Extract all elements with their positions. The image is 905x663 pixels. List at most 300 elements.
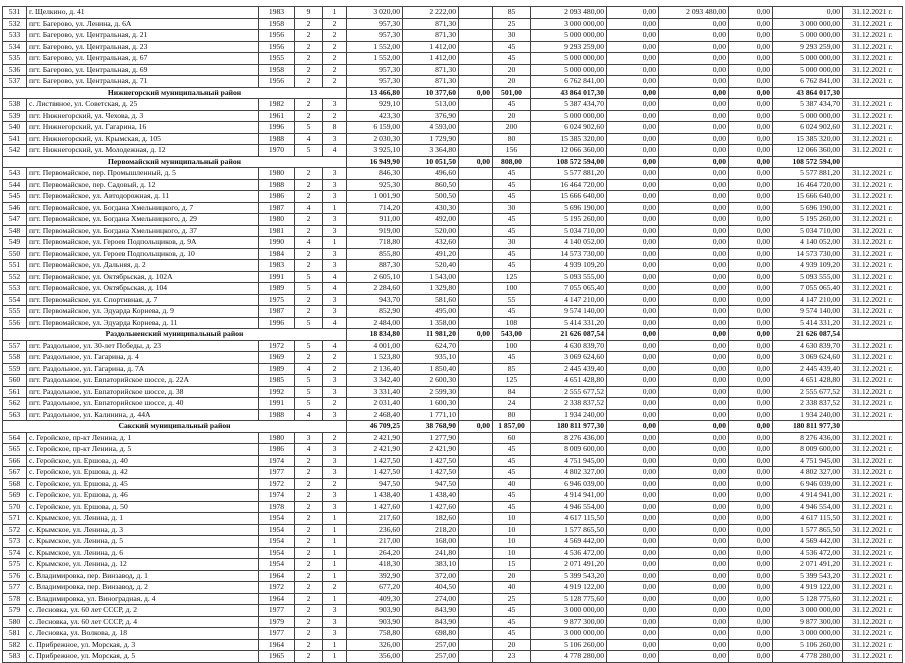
address-cell: с. Прибрежное, ул. Морская, д. 3 <box>27 639 259 651</box>
fund-4-subtotal: 21 626 087,54 <box>773 329 843 341</box>
floors-cell: 5 <box>295 283 323 295</box>
year-built-cell: 1954 <box>259 524 295 536</box>
row-number-cell: 565 <box>3 444 27 456</box>
fund-2-cell: 0,00 <box>659 593 729 605</box>
fund-3-cell: 0,00 <box>729 375 773 387</box>
residents-cell: 45 <box>493 501 531 513</box>
total-area-subtotal: 16 949,90 <box>347 156 403 168</box>
address-cell: пгт. Нижнегорский, ул. Молодежная, д. 12 <box>27 145 259 157</box>
deadline-cell: 31.12.2021 г. <box>843 444 903 456</box>
year-built-cell: 1956 <box>259 76 295 88</box>
row-number-cell: 544 <box>3 179 27 191</box>
fund-1-cell: 0,00 <box>607 248 659 260</box>
residents-cell: 25 <box>493 593 531 605</box>
year-built-cell: 1989 <box>259 363 295 375</box>
public-area-cell <box>459 455 493 467</box>
residents-cell: 80 <box>493 133 531 145</box>
public-area-cell <box>459 478 493 490</box>
address-cell: с. Владимировка, пер. Винзавод, д. 2 <box>27 582 259 594</box>
year-built-cell: 1979 <box>259 616 295 628</box>
public-area-cell <box>459 306 493 318</box>
total-cost-cell: 2 555 677,52 <box>531 386 607 398</box>
fund-1-cell: 0,00 <box>607 122 659 134</box>
deadline-cell: 31.12.2021 г. <box>843 582 903 594</box>
fund-2-cell: 0,00 <box>659 352 729 364</box>
fund-2-cell: 0,00 <box>659 501 729 513</box>
fund-4-cell: 4 914 941,00 <box>773 490 843 502</box>
living-area-cell: 1 427,60 <box>403 501 459 513</box>
public-area-cell <box>459 110 493 122</box>
fund-3-cell: 0,00 <box>729 283 773 295</box>
fund-4-cell: 1 577 865,50 <box>773 524 843 536</box>
fund-2-cell: 0,00 <box>659 191 729 203</box>
fund-3-cell: 0,00 <box>729 536 773 548</box>
fund-3-cell: 0,00 <box>729 168 773 180</box>
fund-4-cell: 12 066 360,00 <box>773 145 843 157</box>
fund-1-cell: 0,00 <box>607 398 659 410</box>
deadline-cell: 31.12.2021 г. <box>843 133 903 145</box>
fund-2-cell: 0,00 <box>659 133 729 145</box>
residents-cell: 23 <box>493 651 531 663</box>
total-area-cell: 957,30 <box>347 64 403 76</box>
residents-cell: 45 <box>493 260 531 272</box>
residents-cell: 45 <box>493 628 531 640</box>
fund-3-cell: 0,00 <box>729 570 773 582</box>
address-cell: пгт. Первомайское, ул. Героев Подпольщиков, д. 9А <box>27 237 259 249</box>
year-built-cell: 1965 <box>259 651 295 663</box>
total-cost-cell: 6 024 902,60 <box>531 122 607 134</box>
total-area-cell: 855,80 <box>347 248 403 260</box>
entrances-cell: 3 <box>323 375 347 387</box>
living-area-cell: 257,00 <box>403 651 459 663</box>
residents-cell: 20 <box>493 76 531 88</box>
fund-4-cell: 6 946 039,00 <box>773 478 843 490</box>
table-row <box>3 363 903 375</box>
living-area-cell: 2 600,30 <box>403 375 459 387</box>
public-area-cell <box>459 179 493 191</box>
total-area-cell: 2 605,10 <box>347 271 403 283</box>
public-area-cell <box>459 616 493 628</box>
address-cell: с. Геройское, пр-кт Ленина, д. 5 <box>27 444 259 456</box>
district-title: Сакский муниципальный район <box>3 421 347 433</box>
year-built-cell: 1954 <box>259 547 295 559</box>
public-area-cell <box>459 294 493 306</box>
deadline-cell: 31.12.2021 г. <box>843 616 903 628</box>
floors-cell: 5 <box>295 340 323 352</box>
deadline-cell: 31.12.2021 г. <box>843 18 903 30</box>
deadline-cell: 31.12.2021 г. <box>843 53 903 65</box>
address-cell: с. Геройское, пр-кт Ленина, д. 1 <box>27 432 259 444</box>
address-cell: пгт. Раздольное, ул. Евпаторийское шоссе, д. 22А <box>27 375 259 387</box>
total-area-cell: 392,90 <box>347 570 403 582</box>
fund-4-cell: 1 934 240,00 <box>773 409 843 421</box>
table-row <box>3 651 903 663</box>
fund-4-cell: 4 651 428,80 <box>773 375 843 387</box>
total-area-cell: 3 331,40 <box>347 386 403 398</box>
fund-1-cell: 0,00 <box>607 455 659 467</box>
total-cost-cell: 4 140 052,00 <box>531 237 607 249</box>
fund-2-subtotal: 0,00 <box>659 421 729 433</box>
living-area-cell: 624,70 <box>403 340 459 352</box>
total-cost-cell: 5 577 881,20 <box>531 168 607 180</box>
floors-cell: 4 <box>295 444 323 456</box>
fund-2-cell: 0,00 <box>659 76 729 88</box>
total-area-cell: 2 421,90 <box>347 432 403 444</box>
public-area-cell <box>459 202 493 214</box>
public-area-cell <box>459 536 493 548</box>
fund-4-cell: 0,00 <box>773 7 843 19</box>
total-cost-cell: 5 696 190,00 <box>531 202 607 214</box>
row-number-cell: 552 <box>3 271 27 283</box>
fund-1-cell: 0,00 <box>607 628 659 640</box>
fund-1-cell: 0,00 <box>607 18 659 30</box>
residents-cell: 45 <box>493 248 531 260</box>
address-cell: пгт. Первомайское, ул. Дальняя, д. 2 <box>27 260 259 272</box>
public-area-cell <box>459 524 493 536</box>
fund-3-cell: 0,00 <box>729 547 773 559</box>
total-area-cell: 903,90 <box>347 616 403 628</box>
floors-cell: 4 <box>295 363 323 375</box>
year-built-cell: 1991 <box>259 271 295 283</box>
residents-cell: 45 <box>493 467 531 479</box>
residents-cell: 85 <box>493 363 531 375</box>
total-cost-cell: 3 000 000,00 <box>531 18 607 30</box>
district-subtotal-row <box>3 87 903 99</box>
floors-cell: 2 <box>295 260 323 272</box>
address-cell: с. Крымское, ул. Ленина, д. 5 <box>27 536 259 548</box>
table-row <box>3 225 903 237</box>
public-area-cell <box>459 283 493 295</box>
entrances-cell: 3 <box>323 616 347 628</box>
total-cost-cell: 5 000 000,00 <box>531 110 607 122</box>
entrances-cell: 3 <box>323 168 347 180</box>
fund-1-cell: 0,00 <box>607 467 659 479</box>
residents-cell: 60 <box>493 432 531 444</box>
fund-3-subtotal: 0,00 <box>729 421 773 433</box>
entrances-cell: 3 <box>323 133 347 145</box>
address-cell: с. Геройское, ул. Ершова, д. 40 <box>27 455 259 467</box>
total-cost-cell: 4 651 428,80 <box>531 375 607 387</box>
fund-3-cell: 0,00 <box>729 214 773 226</box>
district-subtotal-row <box>3 156 903 168</box>
total-cost-subtotal: 43 864 017,30 <box>531 87 607 99</box>
living-area-cell: 947,50 <box>403 478 459 490</box>
fund-3-cell: 0,00 <box>729 490 773 502</box>
table-row <box>3 340 903 352</box>
table-row <box>3 168 903 180</box>
total-area-cell: 929,10 <box>347 99 403 111</box>
total-cost-cell: 4 569 442,00 <box>531 536 607 548</box>
fund-1-cell: 0,00 <box>607 375 659 387</box>
entrances-cell: 1 <box>323 524 347 536</box>
living-area-cell: 404,50 <box>403 582 459 594</box>
floors-cell: 2 <box>295 593 323 605</box>
living-area-cell: 3 364,80 <box>403 145 459 157</box>
residents-cell: 45 <box>493 168 531 180</box>
table-row <box>3 616 903 628</box>
total-area-cell: 2 031,40 <box>347 398 403 410</box>
fund-4-cell: 4 946 554,00 <box>773 501 843 513</box>
table-row <box>3 202 903 214</box>
table-row <box>3 18 903 30</box>
fund-3-cell: 0,00 <box>729 248 773 260</box>
floors-cell: 2 <box>295 570 323 582</box>
living-area-cell: 871,30 <box>403 30 459 42</box>
year-built-cell: 1980 <box>259 432 295 444</box>
entrances-cell: 2 <box>323 18 347 30</box>
residents-cell: 85 <box>493 7 531 19</box>
fund-4-cell: 5 387 434,70 <box>773 99 843 111</box>
residents-cell: 108 <box>493 317 531 329</box>
entrances-cell: 2 <box>323 53 347 65</box>
residents-cell: 45 <box>493 444 531 456</box>
fund-3-cell: 0,00 <box>729 616 773 628</box>
table-row <box>3 294 903 306</box>
fund-2-subtotal: 0,00 <box>659 329 729 341</box>
fund-3-cell: 0,00 <box>729 145 773 157</box>
residents-cell: 24 <box>493 398 531 410</box>
residents-cell: 55 <box>493 294 531 306</box>
fund-1-cell: 0,00 <box>607 478 659 490</box>
table-row <box>3 283 903 295</box>
fund-1-cell: 0,00 <box>607 283 659 295</box>
living-area-cell: 1 543,00 <box>403 271 459 283</box>
total-area-subtotal: 46 709,25 <box>347 421 403 433</box>
fund-1-cell: 0,00 <box>607 536 659 548</box>
total-cost-cell: 5 414 331,20 <box>531 317 607 329</box>
deadline-cell: 31.12.2021 г. <box>843 455 903 467</box>
residents-cell: 45 <box>493 352 531 364</box>
living-area-cell: 1 427,50 <box>403 455 459 467</box>
table-row <box>3 501 903 513</box>
table-row <box>3 582 903 594</box>
fund-1-cell: 0,00 <box>607 306 659 318</box>
total-cost-cell: 4 536 472,00 <box>531 547 607 559</box>
fund-3-cell: 0,00 <box>729 363 773 375</box>
row-number-cell: 578 <box>3 593 27 605</box>
year-built-cell: 1972 <box>259 340 295 352</box>
fund-2-subtotal: 0,00 <box>659 156 729 168</box>
fund-2-cell: 0,00 <box>659 513 729 525</box>
fund-2-cell: 0,00 <box>659 651 729 663</box>
row-number-cell: 537 <box>3 76 27 88</box>
year-built-cell: 1964 <box>259 639 295 651</box>
year-built-cell: 1977 <box>259 628 295 640</box>
year-built-cell: 1954 <box>259 513 295 525</box>
living-area-cell: 495,00 <box>403 306 459 318</box>
living-area-cell: 1 850,40 <box>403 363 459 375</box>
year-built-cell: 1972 <box>259 582 295 594</box>
total-cost-cell: 4 914 941,00 <box>531 490 607 502</box>
year-built-cell: 1989 <box>259 283 295 295</box>
table-row <box>3 110 903 122</box>
fund-3-subtotal: 0,00 <box>729 329 773 341</box>
living-area-cell: 182,60 <box>403 513 459 525</box>
table-row <box>3 467 903 479</box>
total-area-cell: 6 159,00 <box>347 122 403 134</box>
fund-2-cell: 0,00 <box>659 99 729 111</box>
living-area-cell: 1 438,40 <box>403 490 459 502</box>
fund-1-cell: 0,00 <box>607 110 659 122</box>
deadline-cell: 31.12.2021 г. <box>843 168 903 180</box>
total-cost-cell: 8 276 436,00 <box>531 432 607 444</box>
fund-4-cell: 7 055 065,40 <box>773 283 843 295</box>
total-area-cell: 957,30 <box>347 30 403 42</box>
residents-cell: 45 <box>493 455 531 467</box>
total-area-cell: 957,30 <box>347 76 403 88</box>
fund-2-cell: 0,00 <box>659 467 729 479</box>
fund-2-cell: 0,00 <box>659 536 729 548</box>
address-cell: пгт. Первомайское, ул. Эдуарда Корнева, д. 9 <box>27 306 259 318</box>
fund-1-cell: 0,00 <box>607 363 659 375</box>
fund-4-cell: 5 696 190,00 <box>773 202 843 214</box>
total-area-cell: 4 001,00 <box>347 340 403 352</box>
table-row <box>3 398 903 410</box>
public-area-cell <box>459 639 493 651</box>
total-area-cell: 1 427,50 <box>347 455 403 467</box>
fund-1-cell: 0,00 <box>607 340 659 352</box>
residents-cell: 45 <box>493 605 531 617</box>
row-number-cell: 557 <box>3 340 27 352</box>
fund-1-cell: 0,00 <box>607 64 659 76</box>
total-area-cell: 846,30 <box>347 168 403 180</box>
residents-cell: 10 <box>493 536 531 548</box>
year-built-cell: 1987 <box>259 306 295 318</box>
fund-2-cell: 0,00 <box>659 122 729 134</box>
floors-cell: 2 <box>295 628 323 640</box>
entrances-cell: 1 <box>323 547 347 559</box>
fund-3-cell: 0,00 <box>729 294 773 306</box>
row-number-cell: 550 <box>3 248 27 260</box>
fund-4-cell: 5 128 775,60 <box>773 593 843 605</box>
row-number-cell: 570 <box>3 501 27 513</box>
fund-1-cell: 0,00 <box>607 386 659 398</box>
deadline-cell: 31.12.2021 г. <box>843 363 903 375</box>
residents-cell: 20 <box>493 639 531 651</box>
fund-3-cell: 0,00 <box>729 340 773 352</box>
year-built-cell: 1961 <box>259 110 295 122</box>
deadline-cell: 31.12.2021 г. <box>843 478 903 490</box>
empty-cell <box>843 421 903 433</box>
row-number-cell: 571 <box>3 513 27 525</box>
total-cost-cell: 5 000 000,00 <box>531 64 607 76</box>
fund-3-cell: 0,00 <box>729 605 773 617</box>
public-area-cell <box>459 651 493 663</box>
fund-1-cell: 0,00 <box>607 179 659 191</box>
row-number-cell: 555 <box>3 306 27 318</box>
living-area-cell: 871,30 <box>403 18 459 30</box>
year-built-cell: 1980 <box>259 168 295 180</box>
year-built-cell: 1954 <box>259 559 295 571</box>
floors-cell: 5 <box>295 375 323 387</box>
entrances-cell: 3 <box>323 628 347 640</box>
entrances-cell: 3 <box>323 225 347 237</box>
living-area-cell: 1 329,80 <box>403 283 459 295</box>
public-area-cell <box>459 122 493 134</box>
residents-cell: 15 <box>493 559 531 571</box>
floors-cell: 4 <box>295 409 323 421</box>
entrances-cell: 4 <box>323 145 347 157</box>
table-row <box>3 593 903 605</box>
fund-1-cell: 0,00 <box>607 501 659 513</box>
living-area-cell: 1 427,50 <box>403 467 459 479</box>
total-cost-cell: 3 000 000,00 <box>531 605 607 617</box>
deadline-cell: 31.12.2021 г. <box>843 76 903 88</box>
total-area-cell: 2 484,00 <box>347 317 403 329</box>
fund-2-cell: 0,00 <box>659 145 729 157</box>
entrances-cell: 2 <box>323 398 347 410</box>
public-area-cell <box>459 76 493 88</box>
address-cell: с. Листвяное, ул. Советская, д. 25 <box>27 99 259 111</box>
total-area-cell: 2 136,40 <box>347 363 403 375</box>
living-area-cell: 168,00 <box>403 536 459 548</box>
floors-cell: 2 <box>295 18 323 30</box>
total-area-cell: 925,30 <box>347 179 403 191</box>
deadline-cell: 31.12.2021 г. <box>843 237 903 249</box>
residents-cell: 45 <box>493 214 531 226</box>
living-area-cell: 257,00 <box>403 639 459 651</box>
district-title: Нижнегорский муниципальный район <box>3 87 347 99</box>
deadline-cell: 31.12.2021 г. <box>843 340 903 352</box>
fund-2-cell: 0,00 <box>659 444 729 456</box>
fund-4-cell: 5 577 881,20 <box>773 168 843 180</box>
year-built-cell: 1969 <box>259 352 295 364</box>
floors-cell: 9 <box>295 7 323 19</box>
living-area-cell: 2 599,30 <box>403 386 459 398</box>
total-cost-cell: 8 009 600,00 <box>531 444 607 456</box>
entrances-cell: 4 <box>323 283 347 295</box>
fund-1-cell: 0,00 <box>607 168 659 180</box>
row-number-cell: 532 <box>3 18 27 30</box>
floors-cell: 2 <box>295 294 323 306</box>
address-cell: пгт. Багерово, ул. Центральная, д. 67 <box>27 53 259 65</box>
year-built-cell: 1985 <box>259 375 295 387</box>
living-area-cell: 1 412,00 <box>403 41 459 53</box>
fund-4-cell: 5 000 000,00 <box>773 64 843 76</box>
deadline-cell: 31.12.2021 г. <box>843 225 903 237</box>
address-cell: пгт. Первомайское, ул. Богдана Хмельницкого, д. 29 <box>27 214 259 226</box>
entrances-cell: 3 <box>323 294 347 306</box>
fund-2-cell: 0,00 <box>659 41 729 53</box>
total-area-cell: 3 925,10 <box>347 145 403 157</box>
table-row <box>3 352 903 364</box>
total-area-subtotal: 13 466,80 <box>347 87 403 99</box>
total-area-cell: 1 001,90 <box>347 191 403 203</box>
fund-3-cell: 0,00 <box>729 398 773 410</box>
district-title: Раздольненский муниципальный район <box>3 329 347 341</box>
fund-2-cell: 0,00 <box>659 570 729 582</box>
address-cell: с. Крымское, ул. Ленина, д. 1 <box>27 513 259 525</box>
entrances-cell: 8 <box>323 122 347 134</box>
fund-3-cell: 0,00 <box>729 455 773 467</box>
total-cost-cell: 2 445 439,40 <box>531 363 607 375</box>
row-number-cell: 583 <box>3 651 27 663</box>
deadline-cell: 31.12.2021 г. <box>843 639 903 651</box>
residents-cell: 45 <box>493 225 531 237</box>
total-cost-cell: 5 195 260,00 <box>531 214 607 226</box>
residents-cell: 45 <box>493 191 531 203</box>
floors-cell: 2 <box>295 179 323 191</box>
fund-1-cell: 0,00 <box>607 513 659 525</box>
table-row <box>3 41 903 53</box>
total-area-cell: 714,20 <box>347 202 403 214</box>
year-built-cell: 1977 <box>259 605 295 617</box>
total-area-cell: 2 030,30 <box>347 133 403 145</box>
fund-2-cell: 0,00 <box>659 64 729 76</box>
living-area-subtotal: 11 981,20 <box>403 329 459 341</box>
fund-4-cell: 8 276 436,00 <box>773 432 843 444</box>
year-built-cell: 1954 <box>259 536 295 548</box>
